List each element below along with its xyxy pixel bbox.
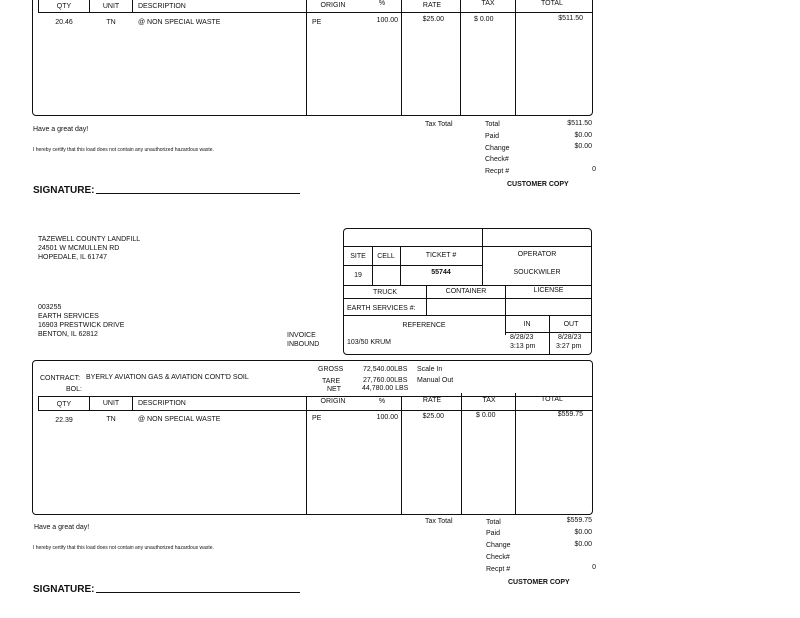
in-date: 8/28/23 xyxy=(510,334,534,341)
row-qty: 22.39 xyxy=(55,417,73,424)
contract-value: BYERLY AVIATION GAS & AVIATION CONT'D SOIL xyxy=(86,374,249,381)
customer-city: BENTON, IL 62812 xyxy=(38,331,98,338)
row-total: $511.50 xyxy=(558,15,583,22)
totals-label-paid: Paid xyxy=(485,133,500,140)
ticket-number-label: TICKET # xyxy=(425,252,457,259)
totals-label-total: Total xyxy=(486,519,501,526)
ticket-number-value: 55744 xyxy=(431,269,451,276)
out-date: 8/28/23 xyxy=(558,334,582,341)
totals-label-paid: Paid xyxy=(486,530,501,537)
header-qty: QTY xyxy=(56,3,72,10)
gross-label: GROSS xyxy=(318,366,344,373)
out-time: 3:27 pm xyxy=(556,343,582,350)
row-pct: 100.00 xyxy=(376,414,398,421)
row-origin: PE xyxy=(312,19,322,26)
row-unit: TN xyxy=(106,19,116,26)
gross-value: 72,540.00LBS xyxy=(363,366,408,373)
header-unit: UNIT xyxy=(102,400,120,407)
site-label: SITE xyxy=(350,253,366,260)
tare-value: 27,760.00LBS xyxy=(363,377,408,384)
customer-copy-label: CUSTOMER COPY xyxy=(507,181,569,188)
row-description: @ NON SPECIAL WASTE xyxy=(138,416,221,423)
header-rate: RATE xyxy=(422,2,442,9)
tax-total-label: Tax Total xyxy=(425,121,453,128)
bol-label: BOL: xyxy=(66,386,82,393)
row-unit: TN xyxy=(106,416,116,423)
row-description: @ NON SPECIAL WASTE xyxy=(138,19,221,26)
customer-address: 16903 PRESTWICK DRIVE xyxy=(38,322,125,329)
totals-value-paid: $0.00 xyxy=(574,132,592,139)
net-label: NET xyxy=(327,386,341,393)
header-tax: TAX xyxy=(481,0,495,7)
greeting: Have a great day! xyxy=(34,524,90,531)
truck-label: TRUCK xyxy=(372,289,398,296)
in-label: IN xyxy=(523,321,531,328)
truck-value: EARTH SERVICES #: xyxy=(347,305,416,312)
certification-text: I hereby certify that this load does not contain any unauthorized hazardous waste. xyxy=(33,147,214,153)
invoice-label: INVOICE xyxy=(287,332,316,339)
totals-label-check: Check# xyxy=(486,554,510,561)
landfill-name: TAZEWELL COUNTY LANDFILL xyxy=(38,236,141,243)
totals-value-change: $0.00 xyxy=(574,541,592,548)
totals-value-paid: $0.00 xyxy=(574,529,592,536)
header-pct: % xyxy=(378,0,386,7)
signature-label: SIGNATURE: xyxy=(33,185,95,196)
reference-value: 103/50 KRUM xyxy=(347,339,391,346)
totals-value-total: $559.75 xyxy=(566,517,592,524)
container-label: CONTAINER xyxy=(445,288,487,295)
totals-label-change: Change xyxy=(485,145,510,152)
header-origin: ORIGIN xyxy=(320,2,346,9)
row-total: $559.75 xyxy=(557,411,583,418)
row-pct: 100.00 xyxy=(376,17,398,24)
net-value: 44,780.00 LBS xyxy=(362,385,409,392)
contract-label: CONTRACT: xyxy=(40,375,81,382)
reference-label: REFERENCE xyxy=(402,322,446,329)
totals-label-change: Change xyxy=(486,542,511,549)
row-tax: $ 0.00 xyxy=(474,16,494,23)
totals-label-total: Total xyxy=(485,121,500,128)
signature-line xyxy=(96,193,300,194)
totals-value-change: $0.00 xyxy=(574,143,592,150)
site-value: 19 xyxy=(354,272,362,279)
customer-name: EARTH SERVICES xyxy=(38,313,99,320)
out-label: OUT xyxy=(563,321,579,328)
in-time: 3:13 pm xyxy=(510,343,536,350)
header-total: TOTAL xyxy=(541,396,563,403)
totals-label-receipt: Recpt # xyxy=(485,168,510,175)
header-origin: ORIGIN xyxy=(320,398,346,405)
totals-value-total: $511.50 xyxy=(567,120,592,127)
tax-total-label: Tax Total xyxy=(425,518,453,525)
cell-label: CELL xyxy=(377,253,395,260)
license-label: LICENSE xyxy=(533,287,564,294)
gross-note: Scale In xyxy=(417,366,443,373)
customer-copy-label: CUSTOMER COPY xyxy=(508,579,570,586)
header-description: DESCRIPTION xyxy=(138,400,186,407)
totals-value-receipt: 0 xyxy=(592,166,596,173)
header-rate: RATE xyxy=(422,397,442,404)
totals-label-receipt: Recpt # xyxy=(486,566,511,573)
header-description: DESCRIPTION xyxy=(138,3,186,10)
signature-label: SIGNATURE: xyxy=(33,584,95,595)
row-origin: PE xyxy=(312,415,322,422)
operator-value: SOUCKWILER xyxy=(513,269,561,276)
customer-id: 003255 xyxy=(38,304,62,311)
row-rate: $25.00 xyxy=(422,413,444,420)
certification-text: I hereby certify that this load does not contain any unauthorized hazardous waste. xyxy=(33,545,214,551)
totals-label-check: Check# xyxy=(485,156,509,163)
row-tax: $ 0.00 xyxy=(476,412,496,419)
signature-line xyxy=(96,592,300,593)
header-tax: TAX xyxy=(482,397,496,404)
header-total: TOTAL xyxy=(541,0,563,7)
tare-label: TARE xyxy=(322,378,341,385)
greeting: Have a great day! xyxy=(33,126,89,133)
header-pct: % xyxy=(378,398,386,405)
landfill-address: 24501 W MCMULLEN RD xyxy=(38,245,120,252)
row-qty: 20.46 xyxy=(55,19,73,26)
landfill-city: HOPEDALE, IL 61747 xyxy=(38,254,108,261)
header-unit: UNIT xyxy=(102,3,120,10)
inbound-label: INBOUND xyxy=(287,341,320,348)
operator-label: OPERATOR xyxy=(517,251,557,258)
tare-note: Manual Out xyxy=(417,377,454,384)
header-qty: QTY xyxy=(56,401,72,408)
totals-value-receipt: 0 xyxy=(592,564,596,571)
row-rate: $25.00 xyxy=(422,16,444,23)
